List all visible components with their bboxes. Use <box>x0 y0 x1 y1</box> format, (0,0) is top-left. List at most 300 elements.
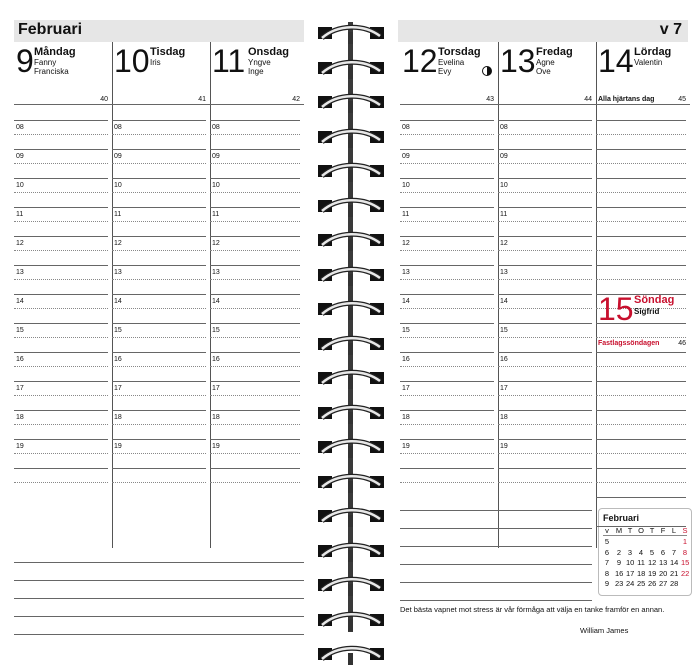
half-hour-rule <box>112 221 206 222</box>
hour-rule <box>14 323 108 324</box>
quote-author: William James <box>580 626 629 635</box>
day-header-rule <box>210 104 304 105</box>
spiral-ring <box>318 264 384 286</box>
half-hour-rule <box>596 453 686 454</box>
note-rule <box>14 598 304 599</box>
mini-calendar-cell: 25 <box>637 579 646 588</box>
hour-label: 14 <box>114 298 122 305</box>
hour-rule <box>596 207 686 208</box>
mini-calendar-cell: 11 <box>637 558 645 567</box>
mini-calendar-cell: 8 <box>682 547 688 557</box>
spiral-ring <box>318 471 384 493</box>
day-column-måndag <box>14 42 113 548</box>
half-hour-rule <box>112 308 206 309</box>
mini-calendar-cell: T <box>627 526 633 535</box>
mini-calendar-cell: L <box>671 526 677 535</box>
mini-calendar-cell: 21 <box>670 568 679 578</box>
half-hour-rule <box>14 308 108 309</box>
hour-rule <box>14 236 108 237</box>
mini-calendar-cell: O <box>638 526 644 535</box>
day-column-onsdag <box>210 42 304 548</box>
hour-rule <box>112 323 206 324</box>
day-of-year: 44 <box>584 96 592 103</box>
mini-calendar-cell: 18 <box>637 568 646 578</box>
hour-label: 09 <box>16 153 24 160</box>
mini-calendar-cell: 10 <box>626 558 635 567</box>
hour-label: 11 <box>402 211 410 218</box>
hour-rule <box>400 410 494 411</box>
mini-calendar-cell: 23 <box>615 579 624 588</box>
moon-phase-icon <box>482 66 492 76</box>
day-name: Onsdag <box>248 46 289 58</box>
day-number: 9 <box>16 43 34 79</box>
hour-rule <box>112 381 206 382</box>
hour-label: 17 <box>402 385 410 392</box>
hour-label: 18 <box>500 414 508 421</box>
half-hour-rule <box>400 163 494 164</box>
hour-label: 10 <box>114 182 122 189</box>
mini-calendar-cell: 13 <box>659 558 668 567</box>
day-of-year: 43 <box>486 96 494 103</box>
hour-label: 15 <box>16 327 24 334</box>
mini-calendar-cell: T <box>649 526 655 535</box>
half-hour-rule <box>400 192 494 193</box>
hour-label: 14 <box>212 298 220 305</box>
spiral-ring <box>318 574 384 596</box>
day-of-year: 42 <box>292 96 300 103</box>
mini-calendar-cell: 27 <box>659 579 668 588</box>
hour-label: 09 <box>114 153 122 160</box>
mini-calendar-cell: 8 <box>604 568 610 578</box>
half-hour-rule <box>14 163 108 164</box>
hour-label: 19 <box>114 443 122 450</box>
hour-rule <box>498 410 592 411</box>
name-day: Fanny <box>34 58 57 67</box>
hour-label: 10 <box>402 182 410 189</box>
day-of-year: 46 <box>678 340 686 347</box>
hour-label: 15 <box>212 327 220 334</box>
half-hour-rule <box>14 482 108 483</box>
spiral-ring <box>318 609 384 631</box>
half-hour-rule <box>14 250 108 251</box>
hour-label: 15 <box>500 327 508 334</box>
hour-label: 11 <box>500 211 508 218</box>
mini-calendar-cell: 22 <box>681 568 690 578</box>
hour-label: 18 <box>402 414 410 421</box>
half-hour-rule <box>14 424 108 425</box>
half-hour-rule <box>210 192 300 193</box>
hour-label: 18 <box>16 414 24 421</box>
half-hour-rule <box>210 221 300 222</box>
hour-rule <box>210 381 300 382</box>
half-hour-rule <box>498 163 592 164</box>
hour-label: 17 <box>500 385 508 392</box>
hour-label: 18 <box>212 414 220 421</box>
half-hour-rule <box>112 366 206 367</box>
hour-rule <box>498 149 592 150</box>
hour-rule <box>596 381 686 382</box>
week-header <box>398 20 688 42</box>
mini-calendar-cell: 16 <box>615 568 624 578</box>
half-hour-rule <box>596 250 686 251</box>
name-day: Valentin <box>634 58 663 67</box>
half-hour-rule <box>400 424 494 425</box>
hour-rule <box>596 497 686 498</box>
week-number: v 7 <box>659 21 682 38</box>
hour-rule <box>596 149 686 150</box>
name-day: Ove <box>536 67 551 76</box>
hour-label: 08 <box>500 124 508 131</box>
hour-rule <box>498 352 592 353</box>
spiral-ring <box>318 126 384 148</box>
hour-rule <box>596 352 686 353</box>
month-header <box>14 20 304 42</box>
hour-rule <box>400 381 494 382</box>
hour-rule <box>596 468 686 469</box>
day-column-fredag <box>498 42 597 548</box>
half-hour-rule <box>210 308 300 309</box>
half-hour-rule <box>14 279 108 280</box>
mini-calendar-cell: 3 <box>627 547 633 557</box>
hour-rule <box>210 410 300 411</box>
half-hour-rule <box>210 366 300 367</box>
half-hour-rule <box>210 482 300 483</box>
hour-rule <box>400 120 494 121</box>
hour-label: 11 <box>212 211 220 218</box>
hour-label: 10 <box>16 182 24 189</box>
hour-rule <box>498 381 592 382</box>
spiral-ring <box>318 505 384 527</box>
hour-rule <box>112 294 206 295</box>
note-rule <box>400 510 592 511</box>
half-hour-rule <box>14 134 108 135</box>
half-hour-rule <box>498 279 592 280</box>
note-rule <box>400 528 592 529</box>
day-header-rule <box>498 104 596 105</box>
hour-label: 12 <box>114 240 122 247</box>
half-hour-rule <box>112 250 206 251</box>
spiral-ring <box>318 160 384 182</box>
hour-label: 12 <box>16 240 24 247</box>
hour-label: 09 <box>212 153 220 160</box>
half-hour-rule <box>112 192 206 193</box>
hour-rule <box>14 265 108 266</box>
hour-rule <box>14 439 108 440</box>
name-day: Inge <box>248 67 264 76</box>
mini-calendar-cell: 7 <box>604 558 610 567</box>
spiral-ring <box>318 57 384 79</box>
name-day: Franciska <box>34 67 69 76</box>
holiday-label: Fastlagssöndagen <box>598 340 660 347</box>
hour-label: 19 <box>16 443 24 450</box>
mini-calendar-cell: 14 <box>670 558 679 567</box>
spiral-ring <box>318 333 384 355</box>
mini-calendar-cell: 1 <box>682 537 688 546</box>
mini-calendar-cell: 28 <box>670 579 679 588</box>
hour-rule <box>112 468 206 469</box>
spiral-binding <box>318 0 384 654</box>
hour-rule <box>112 236 206 237</box>
half-hour-rule <box>14 337 108 338</box>
hour-label: 19 <box>212 443 220 450</box>
hour-rule <box>14 381 108 382</box>
hour-label: 13 <box>114 269 122 276</box>
half-hour-rule <box>400 337 494 338</box>
hour-label: 11 <box>114 211 122 218</box>
hour-rule <box>498 439 592 440</box>
hour-label: 08 <box>402 124 410 131</box>
hour-rule <box>400 149 494 150</box>
half-hour-rule <box>596 366 686 367</box>
hour-label: 16 <box>500 356 508 363</box>
spiral-ring <box>318 229 384 251</box>
hour-rule <box>498 236 592 237</box>
mini-calendar-cell: F <box>660 526 666 535</box>
hour-rule <box>498 178 592 179</box>
hour-rule <box>14 120 108 121</box>
half-hour-rule <box>14 453 108 454</box>
hour-rule <box>596 120 686 121</box>
hour-rule <box>400 236 494 237</box>
hour-label: 16 <box>16 356 24 363</box>
note-rule <box>14 580 304 581</box>
half-hour-rule <box>210 424 300 425</box>
hour-rule <box>596 236 686 237</box>
mini-calendar-cell: 9 <box>604 579 610 588</box>
hour-label: 09 <box>500 153 508 160</box>
mini-calendar-cell: 6 <box>604 547 610 557</box>
half-hour-rule <box>210 134 300 135</box>
half-hour-rule <box>498 134 592 135</box>
spiral-ring <box>318 298 384 320</box>
spiral-ring <box>318 436 384 458</box>
half-hour-rule <box>498 482 592 483</box>
note-rule <box>400 582 592 583</box>
day-number: 11 <box>212 43 246 79</box>
half-hour-rule <box>14 221 108 222</box>
hour-label: 14 <box>500 298 508 305</box>
half-hour-rule <box>498 395 592 396</box>
half-hour-rule <box>400 250 494 251</box>
hour-rule <box>112 149 206 150</box>
half-hour-rule <box>400 366 494 367</box>
hour-label: 08 <box>212 124 220 131</box>
hour-label: 12 <box>500 240 508 247</box>
name-day: Evelina <box>438 58 465 67</box>
mini-calendar-cell: 17 <box>626 568 635 578</box>
day-name: Måndag <box>34 46 76 58</box>
half-hour-rule <box>400 279 494 280</box>
half-hour-rule <box>210 163 300 164</box>
hour-rule <box>498 265 592 266</box>
day-column-torsdag <box>400 42 499 548</box>
hour-rule <box>112 178 206 179</box>
hour-rule <box>210 294 300 295</box>
mini-calendar-cell: 26 <box>648 579 657 588</box>
hour-rule <box>210 265 300 266</box>
half-hour-rule <box>210 279 300 280</box>
hour-label: 16 <box>114 356 122 363</box>
hour-label: 13 <box>402 269 410 276</box>
half-hour-rule <box>112 395 206 396</box>
quote-text: Det bästa vapnet mot stress är vår förmåga att välja en tanke framför en annan. <box>400 605 665 614</box>
name-day: Agne <box>536 58 555 67</box>
hour-label: 15 <box>114 327 122 334</box>
mini-calendar-cell: 12 <box>648 558 657 567</box>
half-hour-rule <box>112 134 206 135</box>
note-rule <box>400 600 592 601</box>
hour-rule <box>400 294 494 295</box>
half-hour-rule <box>14 192 108 193</box>
half-hour-rule <box>596 163 686 164</box>
month-title: Februari <box>18 21 83 38</box>
mini-calendar-cell: v <box>605 526 609 535</box>
holiday-label: Alla hjärtans dag <box>598 96 655 103</box>
day-name: Fredag <box>536 46 573 58</box>
hour-label: 13 <box>500 269 508 276</box>
hour-label: 08 <box>16 124 24 131</box>
mini-calendar-cell: 2 <box>616 547 622 557</box>
hour-rule <box>400 265 494 266</box>
half-hour-rule <box>498 337 592 338</box>
hour-rule <box>400 439 494 440</box>
day-header-rule <box>596 104 690 105</box>
day-column-söndag <box>596 290 690 350</box>
half-hour-rule <box>400 221 494 222</box>
mini-calendar-cell: 7 <box>671 547 677 557</box>
hour-rule <box>400 352 494 353</box>
name-day: Evy <box>438 67 452 76</box>
spiral-ring <box>318 91 384 113</box>
hour-rule <box>596 439 686 440</box>
hour-rule <box>14 352 108 353</box>
half-hour-rule <box>498 221 592 222</box>
hour-label: 17 <box>114 385 122 392</box>
day-of-year: 45 <box>678 96 686 103</box>
hour-rule <box>14 294 108 295</box>
name-day: Iris <box>150 58 161 67</box>
day-name: Lördag <box>634 46 672 58</box>
day-number: 13 <box>500 43 536 79</box>
hour-rule <box>498 468 592 469</box>
hour-rule <box>596 526 686 527</box>
hour-label: 12 <box>402 240 410 247</box>
hour-rule <box>498 207 592 208</box>
hour-label: 12 <box>212 240 220 247</box>
half-hour-rule <box>498 308 592 309</box>
hour-rule <box>112 120 206 121</box>
hour-rule <box>210 439 300 440</box>
hour-rule <box>210 120 300 121</box>
day-of-year: 41 <box>198 96 206 103</box>
spiral-ring <box>318 643 384 665</box>
hour-rule <box>112 439 206 440</box>
hour-rule <box>210 236 300 237</box>
hour-label: 08 <box>114 124 122 131</box>
half-hour-rule <box>498 453 592 454</box>
hour-rule <box>400 178 494 179</box>
day-name: Tisdag <box>150 46 186 58</box>
half-hour-rule <box>596 221 686 222</box>
spiral-ring <box>318 22 384 44</box>
hour-rule <box>596 265 686 266</box>
half-hour-rule <box>112 482 206 483</box>
half-hour-rule <box>596 482 686 483</box>
hour-rule <box>14 410 108 411</box>
day-number: 10 <box>114 43 150 79</box>
note-rule <box>400 546 592 547</box>
mini-calendar-title: Februari <box>603 513 640 523</box>
hour-label: 19 <box>500 443 508 450</box>
half-hour-rule <box>14 395 108 396</box>
half-hour-rule <box>596 424 686 425</box>
note-rule <box>14 616 304 617</box>
hour-rule <box>210 323 300 324</box>
half-hour-rule <box>210 395 300 396</box>
mini-calendar-cell: 5 <box>604 537 610 546</box>
half-hour-rule <box>498 250 592 251</box>
mini-calendar-cell: 15 <box>681 558 690 567</box>
hour-rule <box>498 323 592 324</box>
day-number: 14 <box>598 43 634 79</box>
hour-label: 10 <box>500 182 508 189</box>
half-hour-rule <box>400 308 494 309</box>
hour-rule <box>112 352 206 353</box>
half-hour-rule <box>400 395 494 396</box>
hour-rule <box>596 410 686 411</box>
mini-calendar-cell: M <box>615 526 623 535</box>
hour-label: 13 <box>212 269 220 276</box>
hour-label: 16 <box>212 356 220 363</box>
half-hour-rule <box>112 453 206 454</box>
mini-calendar-cell: 19 <box>648 568 657 578</box>
mini-calendar-cell: S <box>682 526 688 535</box>
day-header-rule <box>400 104 498 105</box>
half-hour-rule <box>498 424 592 425</box>
note-rule <box>14 634 304 635</box>
half-hour-rule <box>400 453 494 454</box>
hour-rule <box>14 178 108 179</box>
day-name: Torsdag <box>438 46 481 58</box>
note-rule <box>14 562 304 563</box>
hour-label: 18 <box>114 414 122 421</box>
hour-rule <box>596 178 686 179</box>
hour-rule <box>400 468 494 469</box>
hour-rule <box>112 207 206 208</box>
mini-calendar-cell: 24 <box>626 579 635 588</box>
hour-rule <box>498 294 592 295</box>
hour-label: 14 <box>16 298 24 305</box>
hour-label: 09 <box>402 153 410 160</box>
day-column-tisdag <box>112 42 211 548</box>
hour-rule <box>498 120 592 121</box>
hour-label: 13 <box>16 269 24 276</box>
hour-rule <box>14 468 108 469</box>
half-hour-rule <box>400 482 494 483</box>
day-number: 15 <box>598 291 634 327</box>
mini-calendar-cell: 4 <box>638 547 644 557</box>
half-hour-rule <box>596 395 686 396</box>
half-hour-rule <box>400 134 494 135</box>
mini-calendar-cell: 6 <box>660 547 666 557</box>
half-hour-rule <box>498 192 592 193</box>
note-rule <box>400 564 592 565</box>
spiral-ring <box>318 367 384 389</box>
half-hour-rule <box>596 192 686 193</box>
mini-calendar-cell: 20 <box>659 568 668 578</box>
half-hour-rule <box>596 134 686 135</box>
mini-calendar-cell: 9 <box>616 558 622 567</box>
